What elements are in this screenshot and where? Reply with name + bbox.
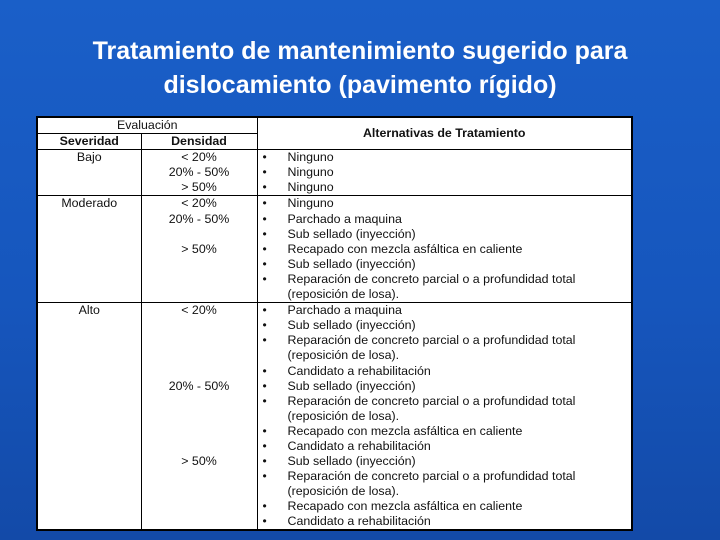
list-item: [258, 454, 632, 469]
density-value: > 50%: [181, 454, 217, 469]
density-spacer: [142, 348, 257, 363]
list-item: [258, 272, 632, 302]
bullet-icon: •: [262, 333, 267, 348]
alternatives-cell: [257, 303, 631, 530]
alternative-text: Candidato a rehabilitación: [287, 438, 431, 453]
bullet-icon: •: [262, 196, 267, 211]
bullet-icon: •: [262, 469, 267, 484]
bullet-icon: •: [262, 423, 267, 438]
bullet-icon: •: [262, 454, 267, 469]
alternative-text: Recapado con mezcla asfáltica en caliente: [287, 241, 523, 256]
density-value: < 20%: [181, 150, 217, 165]
density-spacer: [142, 499, 257, 514]
density-spacer: [142, 484, 257, 499]
density-cell: [141, 303, 257, 530]
alternative-text-continuation: (reposición de losa).: [287, 348, 400, 363]
alternative-text: Sub sellado (inyección): [287, 378, 416, 393]
density-value: < 20%: [181, 303, 217, 318]
density-spacer: [142, 424, 257, 439]
list-item: [258, 318, 632, 333]
density-spacer: [142, 257, 257, 272]
bullet-icon: •: [262, 150, 267, 165]
density-cell: [141, 150, 257, 196]
severity-cell: Bajo: [38, 150, 141, 196]
list-item: [258, 364, 632, 379]
alternative-text: Recapado con mezcla asfáltica en caliente: [287, 423, 523, 438]
density-spacer: [142, 333, 257, 348]
alternative-text: Sub sellado (inyección): [287, 454, 416, 469]
alternative-text: Reparación de concreto parcial o a profundidad total: [287, 333, 576, 348]
header-densidad: Densidad: [141, 134, 257, 150]
header-evaluacion: Evaluación: [38, 118, 257, 134]
density-spacer: [142, 287, 257, 302]
density-cell: [141, 196, 257, 303]
density-spacer: [142, 318, 257, 333]
table-header-row: [38, 118, 631, 134]
list-item: [258, 333, 632, 363]
alternative-text: Reparación de concreto parcial o a profundidad total: [287, 469, 576, 484]
alternative-text-continuation: (reposición de losa).: [287, 287, 400, 302]
list-item: [258, 499, 632, 514]
bullet-icon: •: [262, 165, 267, 180]
bullet-icon: •: [262, 438, 267, 453]
alternative-text: Parchado a maquina: [287, 211, 402, 226]
density-value: > 50%: [181, 241, 217, 256]
alternative-text: Reparación de concreto parcial o a profundidad total: [287, 393, 576, 408]
density-spacer: [142, 439, 257, 454]
list-item: [258, 227, 632, 242]
treatment-table: [38, 118, 631, 531]
bullet-icon: •: [262, 271, 267, 286]
density-spacer: [142, 409, 257, 424]
bullet-icon: •: [262, 303, 267, 318]
list-item: [258, 394, 632, 424]
severity-cell: Moderado: [38, 196, 141, 303]
density-value: 20% - 50%: [168, 165, 230, 180]
treatment-table-container: [36, 116, 633, 531]
list-item: [258, 242, 632, 257]
list-item: [258, 424, 632, 439]
alternatives-list: [258, 303, 632, 529]
list-item: [258, 469, 632, 499]
alternative-text: Ninguno: [287, 180, 334, 195]
table-row: [38, 196, 631, 303]
density-spacer: [142, 514, 257, 529]
bullet-icon: •: [262, 378, 267, 393]
alternative-text: Recapado con mezcla asfáltica en caliente: [287, 499, 523, 514]
density-value: 20% - 50%: [168, 211, 230, 226]
header-alternativas: Alternativas de Tratamiento: [257, 118, 631, 150]
table-row: [38, 150, 631, 196]
density-value: > 50%: [181, 180, 217, 195]
alternative-text: Parchado a maquina: [287, 303, 402, 318]
bullet-icon: •: [262, 180, 267, 195]
bullet-icon: •: [262, 363, 267, 378]
bullet-icon: •: [262, 499, 267, 514]
bullet-icon: •: [262, 211, 267, 226]
alternatives-list: [258, 196, 632, 302]
density-spacer: [142, 469, 257, 484]
bullet-icon: •: [262, 514, 267, 529]
density-value: 20% - 50%: [168, 378, 230, 393]
density-spacer: [142, 394, 257, 409]
severity-cell: Alto: [38, 303, 141, 530]
list-item: [258, 196, 632, 211]
alternative-text: Ninguno: [287, 150, 334, 165]
alternative-text: Ninguno: [287, 196, 334, 211]
bullet-icon: •: [262, 256, 267, 271]
alternatives-list: [258, 150, 632, 195]
alternatives-cell: [257, 196, 631, 303]
slide-title: [0, 34, 720, 102]
alternative-text: Reparación de concreto parcial o a profundidad total: [287, 271, 576, 286]
list-item: [258, 514, 632, 529]
slide-title-line-1: Tratamiento de mantenimiento sugerido para: [92, 37, 628, 65]
alternative-text: Candidato a rehabilitación: [287, 514, 431, 529]
list-item: [258, 212, 632, 227]
density-spacer: [142, 364, 257, 379]
table-body: [38, 150, 631, 530]
bullet-icon: •: [262, 318, 267, 333]
header-severidad: Severidad: [38, 134, 141, 150]
list-item: [258, 165, 632, 180]
density-value: < 20%: [181, 196, 217, 211]
list-item: [258, 257, 632, 272]
alternative-text: Sub sellado (inyección): [287, 226, 416, 241]
density-spacer: [142, 272, 257, 287]
bullet-icon: •: [262, 241, 267, 256]
list-item: [258, 303, 632, 318]
list-item: [258, 439, 632, 454]
alternative-text: Candidato a rehabilitación: [287, 363, 431, 378]
table-row: [38, 303, 631, 530]
bullet-icon: •: [262, 393, 267, 408]
alternative-text: Sub sellado (inyección): [287, 256, 416, 271]
slide-title-line-2: dislocamiento (pavimento rígido): [163, 71, 557, 99]
alternative-text: Sub sellado (inyección): [287, 318, 416, 333]
density-spacer: [142, 227, 257, 242]
alternative-text-continuation: (reposición de losa).: [287, 408, 400, 423]
alternatives-cell: [257, 150, 631, 196]
bullet-icon: •: [262, 226, 267, 241]
list-item: [258, 180, 632, 195]
alternative-text: Ninguno: [287, 165, 334, 180]
list-item: [258, 379, 632, 394]
list-item: [258, 150, 632, 165]
alternative-text-continuation: (reposición de losa).: [287, 484, 400, 499]
